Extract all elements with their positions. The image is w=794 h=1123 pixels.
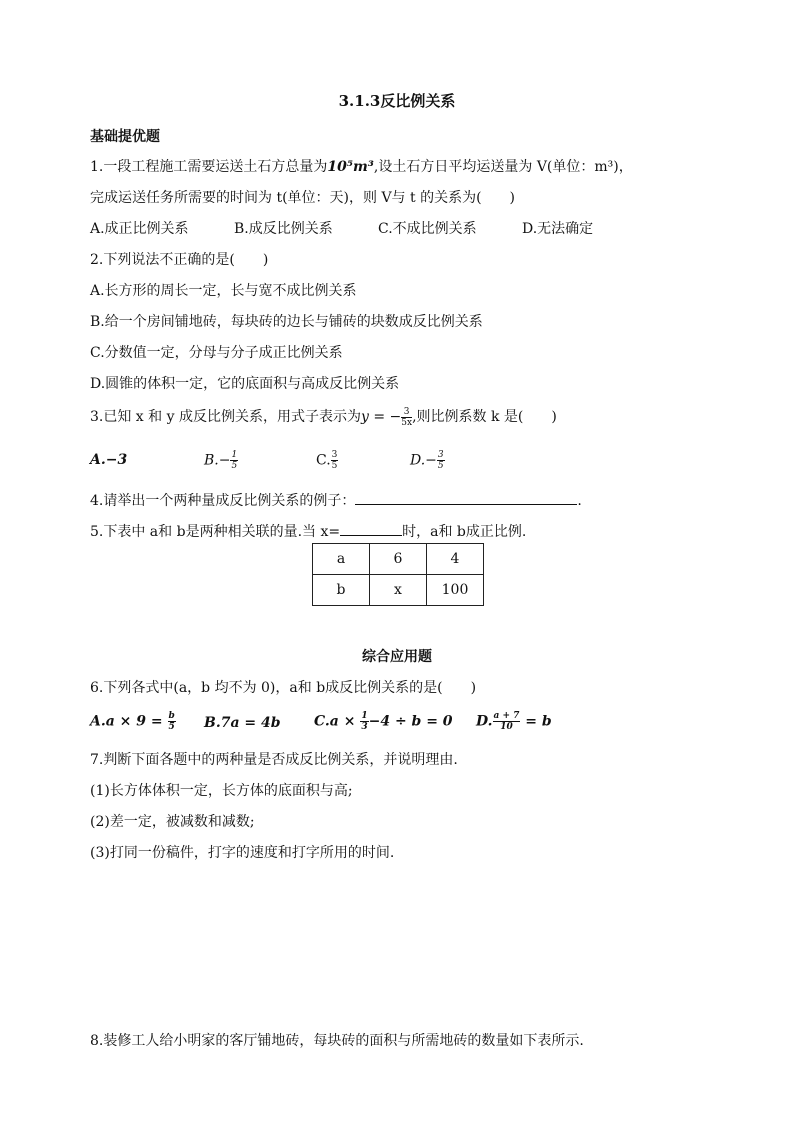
q3-option-b-fraction [230, 450, 238, 471]
q6-option-c-den: 3 [361, 722, 368, 732]
q3-option-b [204, 450, 238, 471]
q2-option-b: B.给一个房间铺地砖，每块砖的边长与铺砖的块数成反比例关系 [90, 314, 483, 330]
q5-answer-blank[interactable] [340, 521, 402, 536]
q3-fraction [401, 407, 412, 428]
q3-option-c [316, 450, 338, 471]
table-cell: 100 [427, 575, 484, 606]
q2-option-c: C.分数值一定，分母与分子成正比例关系 [90, 345, 343, 361]
q1-option-a: A.成正比例关系 [90, 221, 189, 237]
q6-option-a-text: A.a × 9 = [90, 713, 163, 730]
q3-text-b: ,则比例系数 k 是( ) [412, 409, 557, 425]
q3-option-d-den: 5 [437, 461, 444, 471]
q3-option-d [410, 450, 445, 471]
q4-end: . [577, 493, 582, 509]
question-4 [90, 490, 582, 510]
q3-option-b-label: B.− [204, 452, 231, 469]
question-5 [90, 521, 526, 541]
table-cell: a [313, 544, 370, 575]
q6-option-c-text-a: C.a × [314, 713, 356, 730]
q6-option-c-fraction [360, 711, 368, 732]
q6-option-a [90, 711, 176, 732]
q1-option-d: D.无法确定 [522, 221, 594, 237]
q4-answer-blank[interactable] [355, 490, 577, 505]
question-8: 8.装修工人给小明家的客厅铺地砖，每块砖的面积与所需地砖的数量如下表所示. [90, 1033, 584, 1049]
section-heading-basic: 基础提优题 [90, 129, 160, 145]
q6-option-d-text-a: D. [476, 713, 493, 730]
q3-option-b-num: 1 [231, 450, 238, 460]
q3-option-d-fraction [437, 450, 445, 471]
q6-option-a-fraction [168, 711, 176, 732]
q3-text-a: 3.已知 x 和 y 成反比例关系，用式子表示为 [90, 409, 361, 425]
q3-option-c-den: 5 [331, 461, 338, 471]
table-row [313, 575, 484, 606]
q6-option-a-num: b [168, 711, 175, 721]
q1-text-b: ,设土石方日平均运送量为 V(单位：m³)， [373, 159, 633, 175]
q6-option-c-num: 1 [361, 711, 368, 721]
q3-math: y = − [360, 409, 402, 425]
question-1-line-2: 完成运送任务所需要的时间为 t(单位：天)，则 V与 t 的关系为( ) [90, 190, 516, 206]
q6-option-d-text-b: = b [525, 713, 552, 730]
q6-option-a-den: 5 [168, 722, 175, 732]
q3-frac-den: 5x [401, 417, 413, 428]
q2-option-a: A.长方形的周长一定，长与宽不成比例关系 [90, 283, 357, 299]
q6-option-c-text-b: −4 ÷ b = 0 [368, 713, 453, 730]
q1-option-c: C.不成比例关系 [378, 221, 477, 237]
q6-option-d-den: 10 [500, 722, 513, 732]
q5-table [312, 543, 484, 606]
question-6: 6.下列各式中(a，b 均不为 0)，a和 b成反比例关系的是( ) [90, 680, 477, 696]
q1-text-a: 1.一段工程施工需要运送土石方总量为 [90, 159, 328, 175]
section-heading-applied: 综合应用题 [362, 649, 432, 665]
table-row [313, 544, 484, 575]
table-cell: b [313, 575, 370, 606]
q5-text-a: 5.下表中 a和 b是两种相关联的量.当 x= [90, 524, 341, 540]
q4-text: 4.请举出一个两种量成反比例关系的例子： [90, 493, 356, 509]
question-7: 7.判断下面各题中的两种量是否成反比例关系，并说明理由. [90, 752, 458, 768]
q7-item-2: (2)差一定，被减数和减数; [90, 814, 255, 830]
q3-frac-num: 3 [401, 407, 412, 418]
q3-option-d-label: D.− [410, 452, 437, 469]
q1-option-b: B.成反比例关系 [234, 221, 333, 237]
q3-option-c-fraction [331, 450, 339, 471]
q5-text-b: 时，a和 b成正比例. [402, 524, 527, 540]
q3-option-b-den: 5 [231, 461, 238, 471]
table-cell: 6 [370, 544, 427, 575]
q6-option-b: B.7a = 4b [204, 715, 281, 731]
table-cell: x [370, 575, 427, 606]
q3-option-c-label: C. [316, 452, 331, 469]
q3-option-d-num: 3 [437, 450, 444, 460]
q6-option-d-num: a + 7 [493, 711, 520, 721]
question-1 [90, 156, 633, 176]
q7-item-3: (3)打同一份稿件，打字的速度和打字所用的时间. [90, 845, 395, 861]
q3-option-c-num: 3 [331, 450, 338, 460]
question-3 [90, 406, 557, 428]
q6-option-c [314, 711, 453, 732]
q3-option-a: A.−3 [90, 452, 128, 468]
page-title: 3.1.3反比例关系 [338, 92, 456, 110]
table-cell: 4 [427, 544, 484, 575]
q6-option-d [476, 711, 552, 732]
q7-item-1: (1)长方体体积一定，长方体的底面积与高; [90, 783, 353, 799]
q1-math: 10⁵m³ [327, 159, 374, 175]
question-2: 2.下列说法不正确的是( ) [90, 252, 269, 268]
q2-option-d: D.圆锥的体积一定，它的底面积与高成反比例关系 [90, 376, 400, 392]
q6-option-d-fraction [493, 711, 521, 732]
